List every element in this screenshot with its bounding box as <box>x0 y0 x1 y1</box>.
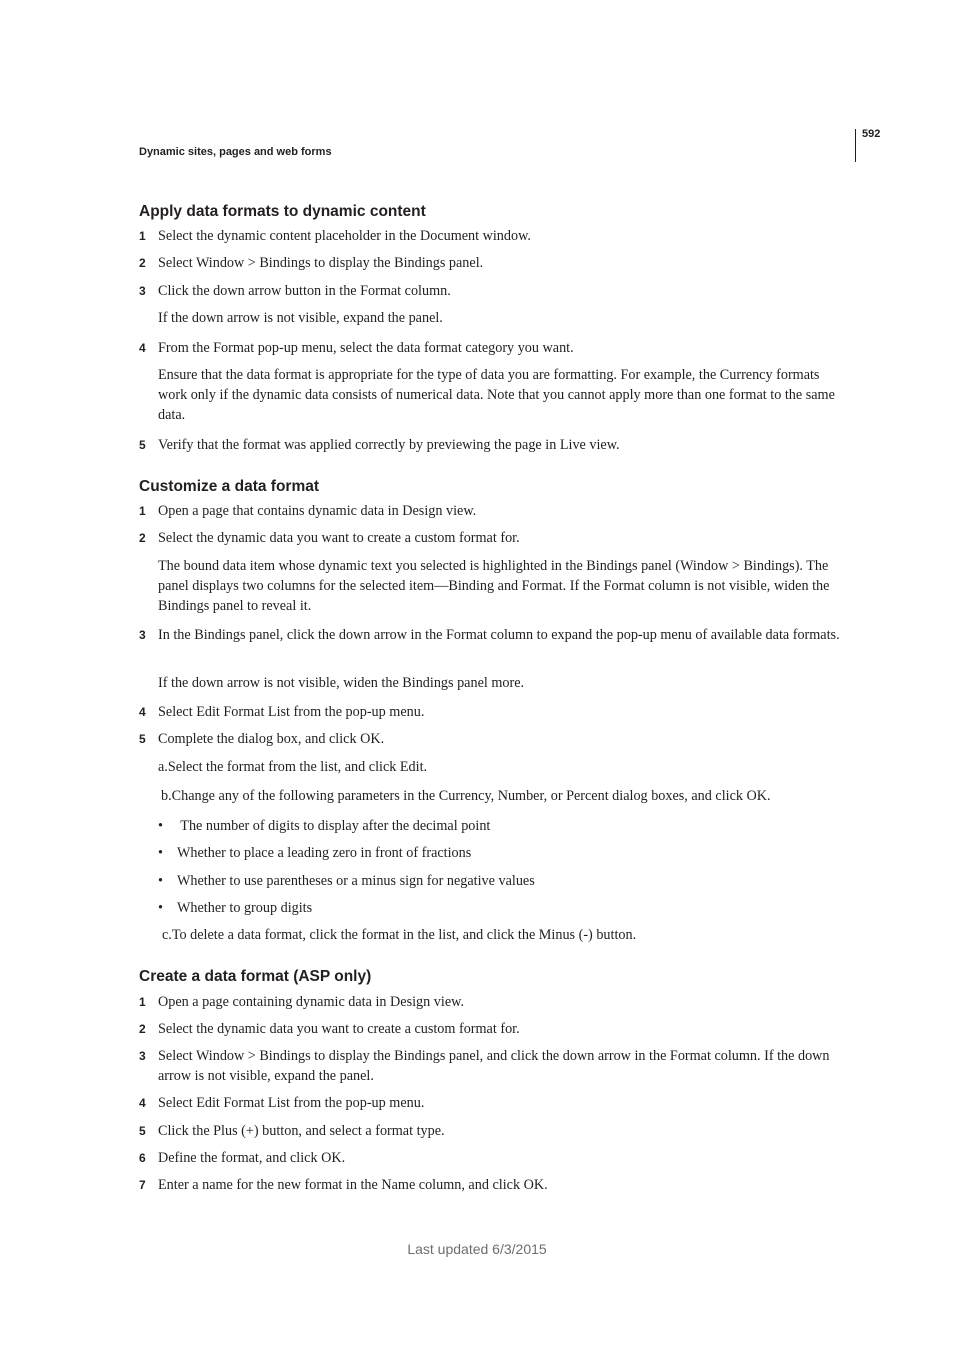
step-text: Click the Plus (+) button, and select a format type. <box>158 1123 445 1139</box>
step-number: 4 <box>139 341 146 355</box>
step-text: Select Edit Format List from the pop-up menu. <box>158 1095 425 1111</box>
step-number: 3 <box>139 1049 146 1063</box>
step-text: Open a page that contains dynamic data in Design view. <box>158 503 477 519</box>
step-number: 2 <box>139 1022 146 1036</box>
step-note: If the down arrow is not visible, widen the Bindings panel more. <box>158 675 525 691</box>
bullet-item: Whether to place a leading zero in front of fractions <box>177 845 472 861</box>
step-text: Select Window > Bindings to display the Bindings panel, and click the down arrow in the Format column. If the down arrow is not visible, expand the panel. <box>158 1048 830 1084</box>
step-number: 1 <box>139 504 146 518</box>
bullet-marker: • <box>158 845 163 861</box>
step-text: Click the down arrow button in the Format column. <box>158 283 451 299</box>
step-text: In the Bindings panel, click the down arrow in the Format column to expand the pop-up menu of available data formats. <box>158 627 840 643</box>
step-text: Complete the dialog box, and click OK. <box>158 731 385 747</box>
step-number: 5 <box>139 438 146 452</box>
step-number: 2 <box>139 256 146 270</box>
step-number: 4 <box>139 1096 146 1110</box>
bullet-item: The number of digits to display after the decimal point <box>177 818 491 834</box>
section-heading: Customize a data format <box>139 478 320 495</box>
bullet-marker: • <box>158 873 163 889</box>
running-header: Dynamic sites, pages and web forms <box>139 146 332 158</box>
substep-c: c.To delete a data format, click the format in the list, and click the Minus (-) button. <box>162 927 637 943</box>
step-number: 5 <box>139 732 146 746</box>
step-note: Ensure that the data format is appropriate for the type of data you are formatting. For example, the Currency formats work only if the dynamic data consists of numerical data. Note that you cannot apply more than one format to the same data. <box>158 367 835 423</box>
page-number: 592 <box>862 128 881 140</box>
step-number: 1 <box>139 229 146 243</box>
section-heading: Create a data format (ASP only) <box>139 968 372 985</box>
step-text: Select Edit Format List from the pop-up menu. <box>158 704 425 720</box>
step-text: From the Format pop-up menu, select the data format category you want. <box>158 340 574 356</box>
step-number: 7 <box>139 1178 146 1192</box>
bullet-item: Whether to use parentheses or a minus sign for negative values <box>177 873 535 889</box>
step-text: Select the dynamic data you want to create a custom format for. <box>158 530 520 546</box>
step-number: 2 <box>139 531 146 545</box>
step-text: Open a page containing dynamic data in Design view. <box>158 994 464 1010</box>
header-divider <box>855 129 856 162</box>
step-text: Select Window > Bindings to display the Bindings panel. <box>158 255 484 271</box>
footer-last-updated: Last updated 6/3/2015 <box>407 1241 547 1257</box>
bullet-marker: • <box>158 818 163 834</box>
step-number: 5 <box>139 1124 146 1138</box>
step-text: Enter a name for the new format in the Name column, and click OK. <box>158 1177 548 1193</box>
step-number: 3 <box>139 628 146 642</box>
step-note: The bound data item whose dynamic text you selected is highlighted in the Bindings panel (Window > Bindings). The panel displays two columns for the selected item—Binding and Format. If the Format column is not visible, widen the Bindings panel to reveal it. <box>158 558 830 614</box>
step-text: Select the dynamic data you want to create a custom format for. <box>158 1021 520 1037</box>
step-text: Verify that the format was applied correctly by previewing the page in Live view. <box>158 437 620 453</box>
step-note: If the down arrow is not visible, expand the panel. <box>158 310 443 326</box>
step-text: Select the dynamic content placeholder in the Document window. <box>158 228 531 244</box>
step-number: 3 <box>139 284 146 298</box>
substep-b: b.Change any of the following parameters in the Currency, Number, or Percent dialog boxes, and click OK. <box>161 788 771 804</box>
bullet-item: Whether to group digits <box>177 900 313 916</box>
step-number: 6 <box>139 1151 146 1165</box>
section-heading: Apply data formats to dynamic content <box>139 203 426 220</box>
substep-a: a.Select the format from the list, and click Edit. <box>158 759 428 775</box>
step-text: Define the format, and click OK. <box>158 1150 346 1166</box>
step-number: 4 <box>139 705 146 719</box>
step-number: 1 <box>139 995 146 1009</box>
bullet-marker: • <box>158 900 163 916</box>
